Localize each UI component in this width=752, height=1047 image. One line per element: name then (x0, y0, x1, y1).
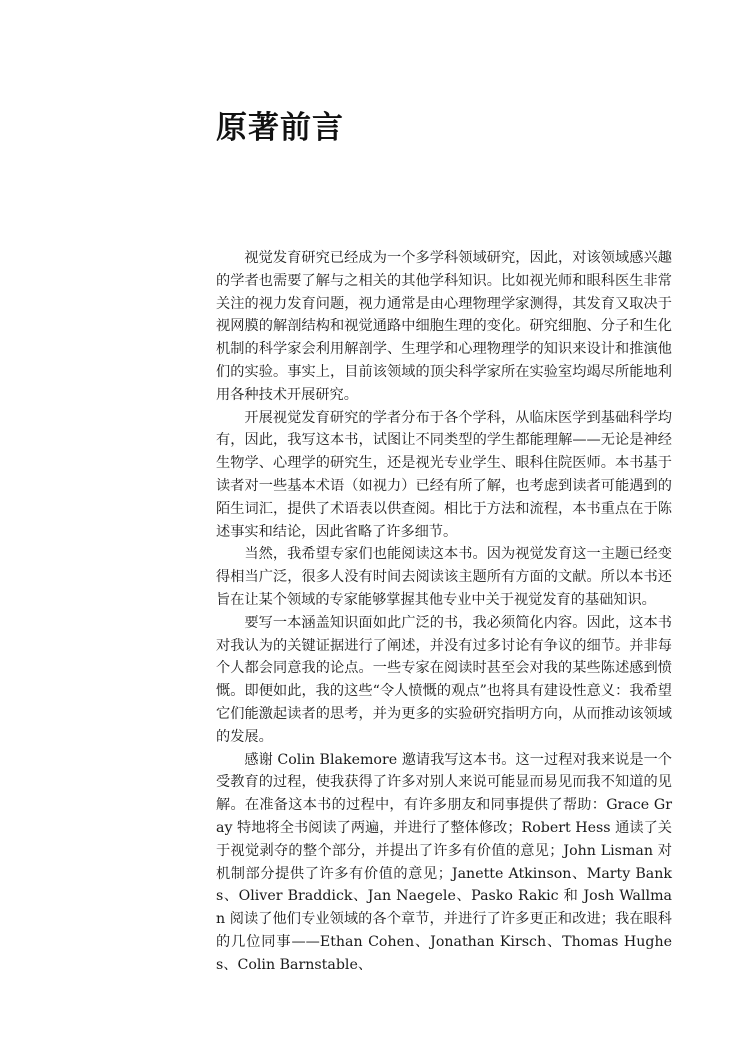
paragraph-3: 当然，我希望专家们也能阅读这本书。因为视觉发育这一主题已经变得相当广泛，很多人没有时间去阅读该主题所有方面的文献。所以本书还旨在让某个领域的专家能够掌握其他专业中关于视觉发育的基础知识。 (216, 546, 672, 608)
paragraph-1: 视觉发育研究已经成为一个多学科领域研究，因此，对该领域感兴趣的学者也需要了解与之相关的其他学科知识。比如视光师和眼科医生非常关注的视力发育问题，视力通常是由心理物理学家测得，其发育又取决于视网膜的解剖结构和视觉通路中细胞生理的变化。研究细胞、分子和生化机制的科学家会利用解剖学、生理学和心理物理学的知识来设计和推演他们的实验。事实上，目前该领域的顶尖科学家所在实验室均竭尽所能地利用各种技术开展研究。 (216, 250, 672, 403)
page-title: 原著前言 (216, 110, 344, 146)
paragraph-5: 感谢 Colin Blakemore 邀请我写这本书。这一过程对我来说是一个受教育的过程，使我获得了许多对别人来说可能显而易见而我不知道的见解。在准备这本书的过程中，有许多朋友和同事提供了帮助：Grace Gray 特地将全书阅读了两遍，并进行了整体修改；Robert Hess 通读了关于视觉剥夺的整个部分，并提出了许多有价值的意见；John Lisman 对机制部分提供了许多有价值的意见；Janette Atkinson、Marty Banks、Oliver Braddick、Jan Naegele、Pasko Rakic 和 Josh Wallman 阅读了他们专业领域的各个章节，并进行了许多更正和改进；我在眼科的几位同事——Ethan Cohen、Jonathan Kirsch、Thomas Hughes、Colin Barnstable、 (216, 751, 672, 973)
paragraph-4: 要写一本涵盖知识面如此广泛的书，我必须简化内容。因此，这本书对我认为的关键证据进行了阐述，并没有过多讨论有争议的细节。并非每个人都会同意我的论点。一些专家在阅读时甚至会对我的某些陈述感到愤慨。即便如此，我的这些“令人愤慨的观点”也将具有建设性意义：我希望它们能激起读者的思考，并为更多的实验研究指明方向，从而推动该领域的发展。 (216, 614, 672, 745)
paragraph-2: 开展视觉发育研究的学者分布于各个学科，从临床医学到基础科学均有，因此，我写这本书，试图让不同类型的学生都能理解——无论是神经生物学、心理学的研究生，还是视光专业学生、眼科住院医师。本书基于读者对一些基本术语（如视力）已经有所了解，也考虑到读者可能遇到的陌生词汇，提供了术语表以供查阅。相比于方法和流程，本书重点在于陈述事实和结论，因此省略了许多细节。 (216, 409, 672, 540)
preface-body (216, 247, 672, 977)
